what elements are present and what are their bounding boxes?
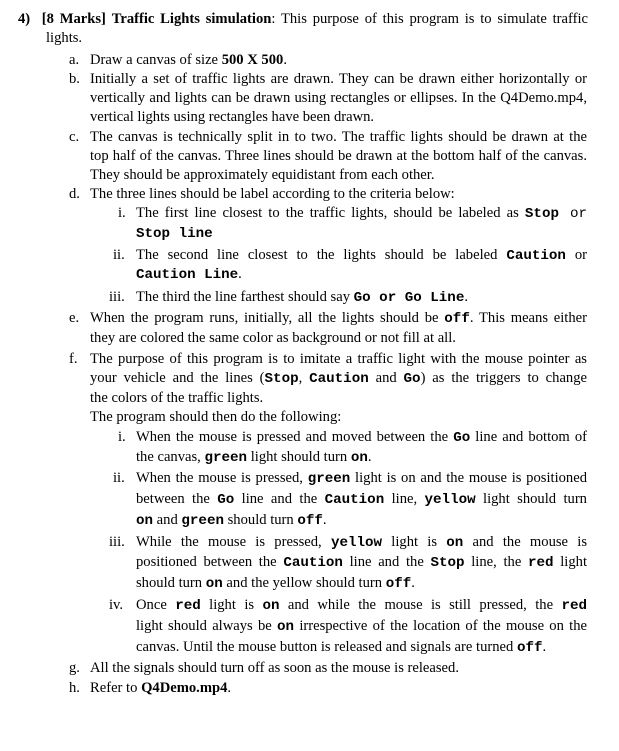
item-h-label: h. <box>69 680 80 696</box>
item-c-label: c. <box>69 129 80 145</box>
item-f-iii-line1: While the mouse is pressed, yellow light is on and the mouse is <box>136 534 587 551</box>
question-intro: : This purpose of this program is to simulate traffic <box>271 11 589 27</box>
item-d-line1: The three lines should be label according to the criteria below: <box>90 186 455 202</box>
item-d-i-line1: The first line closest to the traffic lights, should be labeled as Stop or <box>136 205 588 222</box>
item-b-line1: Initially a set of traffic lights are drawn. They can be drawn either horizontally or <box>90 71 587 87</box>
code-caution-line: Caution Line <box>136 267 239 283</box>
item-f-iii-label: iii. <box>109 534 125 550</box>
item-f-line1: The purpose of this program is to imitate a traffic light with the mouse pointer as <box>90 351 587 367</box>
item-f-ii-line1: When the mouse is pressed, green light is on and the mouse is positioned <box>136 470 587 487</box>
code-stop: Stop <box>524 206 559 222</box>
item-e-label: e. <box>69 310 80 326</box>
item-d-ii-line1: The second line closest to the lights should be labeled Caution or <box>136 247 587 264</box>
question-number: 4) <box>18 11 31 27</box>
item-a-text: Draw a canvas of size 500 X 500. <box>90 52 287 68</box>
item-g-line1: All the signals should turn off as soon as the mouse is released. <box>90 660 459 676</box>
item-f-iv-line1: Once red light is on and while the mouse is still pressed, the red <box>136 597 587 614</box>
item-c-line1: The canvas is technically split in to two. The traffic lights should be drawn at the <box>90 129 587 145</box>
item-b-line2: vertically and lights can be drawn using rectangles or ellipses. In the Q4Demo.mp4, <box>90 90 587 106</box>
item-d-i-line2 <box>136 224 213 244</box>
demo-file-ref: Q4Demo.mp4 <box>141 680 228 696</box>
canvas-size: 500 X 500 <box>221 52 284 68</box>
item-e-line1: When the program runs, initially, all the lights should be off. This means either <box>90 310 588 327</box>
code-stop-line: Stop line <box>136 226 213 242</box>
question-marks: [8 Marks] <box>41 11 106 27</box>
item-d-ii-line2: Caution Line. <box>136 266 242 283</box>
item-f-iii-line2: positioned between the Caution line and the Stop line, the red light <box>136 554 587 571</box>
item-f-iii-line3: should turn on and the yellow should turn off. <box>136 575 415 592</box>
item-f-ii-line3: on and green should turn off. <box>136 512 327 529</box>
question-header <box>18 10 588 29</box>
item-f-i-line2: the canvas, green light should turn on. <box>136 449 372 466</box>
item-g-label: g. <box>69 660 80 676</box>
item-f-i-label: i. <box>118 429 126 445</box>
item-f-line4: The program should then do the following: <box>90 409 342 425</box>
item-c-line3: They should be approximately equidistant from each other. <box>90 167 435 183</box>
item-a-label: a. <box>69 52 80 68</box>
item-f-iv-line2: light should always be on irrespective of the location of the mouse on the <box>136 618 587 635</box>
item-f-ii-line2: between the Go line and the Caution line, yellow light should turn <box>136 491 587 508</box>
item-f-line2: your vehicle and the lines (Stop, Caution and Go) as the triggers to change <box>90 370 588 387</box>
item-f-label: f. <box>69 351 78 367</box>
item-d-ii-label: ii. <box>113 247 125 263</box>
code-caution: Caution <box>506 248 566 264</box>
item-d-iii-line1: The third the line farthest should say Go or Go Line. <box>136 289 468 306</box>
item-d-i-label: i. <box>118 205 126 221</box>
question-title: Traffic Lights simulation <box>111 11 272 27</box>
item-f-ii-label: ii. <box>113 470 125 486</box>
item-f-iv-label: iv. <box>109 597 124 613</box>
item-d-iii-label: iii. <box>109 289 125 305</box>
item-d-label: d. <box>69 186 80 202</box>
code-go-line: Go Line <box>404 290 465 306</box>
item-c-line2: top half of the canvas. Three lines should be drawn at the bottom half of the canvas. <box>90 148 587 164</box>
code-off: off <box>444 311 470 327</box>
item-h-line1: Refer to Q4Demo.mp4. <box>90 680 232 696</box>
item-b-line3: vertical lights using rectangles have been drawn. <box>90 109 375 125</box>
item-e-line2: they are colored the same color as background or not fill at all. <box>90 330 456 346</box>
item-b-label: b. <box>69 71 80 87</box>
item-f-line3: the colors of the traffic lights. <box>90 390 264 406</box>
question-intro-cont: lights. <box>46 30 83 46</box>
code-go: Go <box>353 290 371 306</box>
item-f-i-line1: When the mouse is pressed and moved between the Go line and bottom of <box>136 429 587 446</box>
item-f-iv-line3: canvas. Until the mouse button is released and signals are turned off. <box>136 639 547 656</box>
